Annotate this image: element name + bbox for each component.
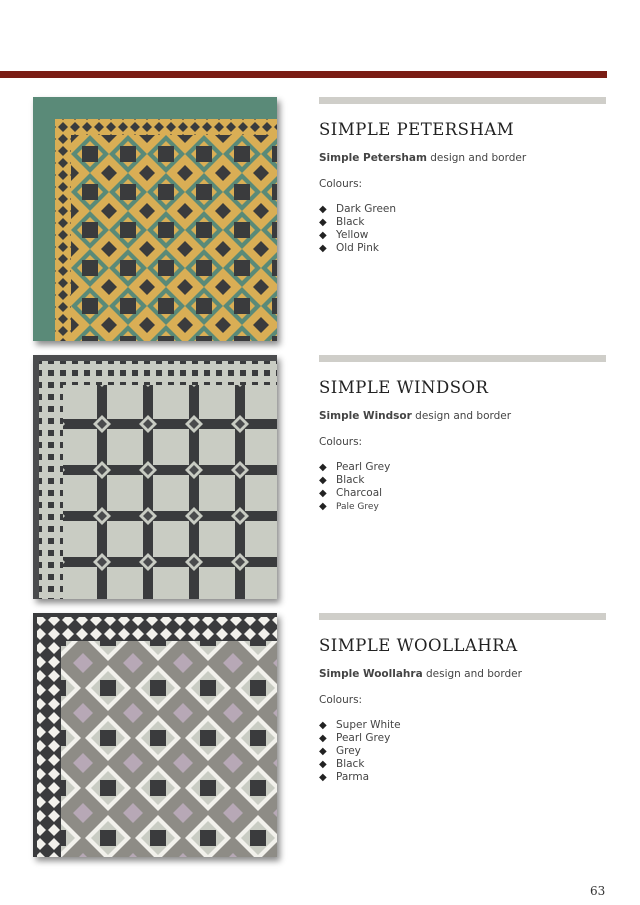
- section-title: SIMPLE PETERSHAM: [319, 120, 515, 139]
- diamond-bullet-icon: ◆: [319, 720, 327, 731]
- diamond-bullet-icon: ◆: [319, 243, 327, 254]
- colour-item: ◆ Black: [319, 216, 365, 228]
- top-accent-bar: [0, 71, 607, 78]
- section-title: SIMPLE WOOLLAHRA: [319, 636, 518, 655]
- diamond-bullet-icon: ◆: [319, 733, 327, 744]
- colours-label: Colours:: [319, 436, 363, 448]
- section-title: SIMPLE WINDSOR: [319, 378, 489, 397]
- diamond-bullet-icon: ◆: [319, 204, 327, 215]
- woollahra-tile-image: [33, 613, 277, 857]
- section-divider: [319, 97, 606, 104]
- diamond-bullet-icon: ◆: [319, 217, 327, 228]
- colour-item: ◆ Old Pink: [319, 242, 379, 254]
- diamond-bullet-icon: ◆: [319, 462, 327, 473]
- colour-item: ◆ Pearl Grey: [319, 732, 391, 744]
- section-divider: [319, 613, 606, 620]
- section-description: Simple Windsor design and border: [319, 410, 512, 422]
- colours-label: Colours:: [319, 178, 363, 190]
- section-divider: [319, 355, 606, 362]
- section-description: Simple Woollahra design and border: [319, 668, 522, 680]
- section-description: Simple Petersham design and border: [319, 152, 527, 164]
- diamond-bullet-icon: ◆: [319, 772, 327, 783]
- colour-item: ◆ Dark Green: [319, 203, 397, 215]
- diamond-bullet-icon: ◆: [319, 501, 327, 512]
- colour-item: ◆ Grey: [319, 745, 361, 757]
- colour-item: ◆ Black: [319, 474, 365, 486]
- windsor-tile-image: [33, 355, 277, 599]
- colour-item: ◆ Yellow: [319, 229, 369, 241]
- colour-item: ◆ Pearl Grey: [319, 461, 391, 473]
- colour-item: ◆ Parma: [319, 771, 370, 783]
- page-number: 63: [590, 884, 606, 898]
- petersham-tile-image: [33, 97, 277, 341]
- colours-list: [319, 203, 396, 255]
- colour-item: ◆ Charcoal: [319, 487, 383, 499]
- colours-list: [319, 461, 390, 513]
- diamond-bullet-icon: ◆: [319, 488, 327, 499]
- diamond-bullet-icon: ◆: [319, 746, 327, 757]
- diamond-bullet-icon: ◆: [319, 475, 327, 486]
- diamond-bullet-icon: ◆: [319, 759, 327, 770]
- colour-item: ◆ Super White: [319, 719, 401, 731]
- colours-list: [319, 719, 401, 784]
- colour-item: ◆ Black: [319, 758, 365, 770]
- colour-item: ◆ Pale Grey: [319, 501, 379, 512]
- colours-label: Colours:: [319, 694, 363, 706]
- diamond-bullet-icon: ◆: [319, 230, 327, 241]
